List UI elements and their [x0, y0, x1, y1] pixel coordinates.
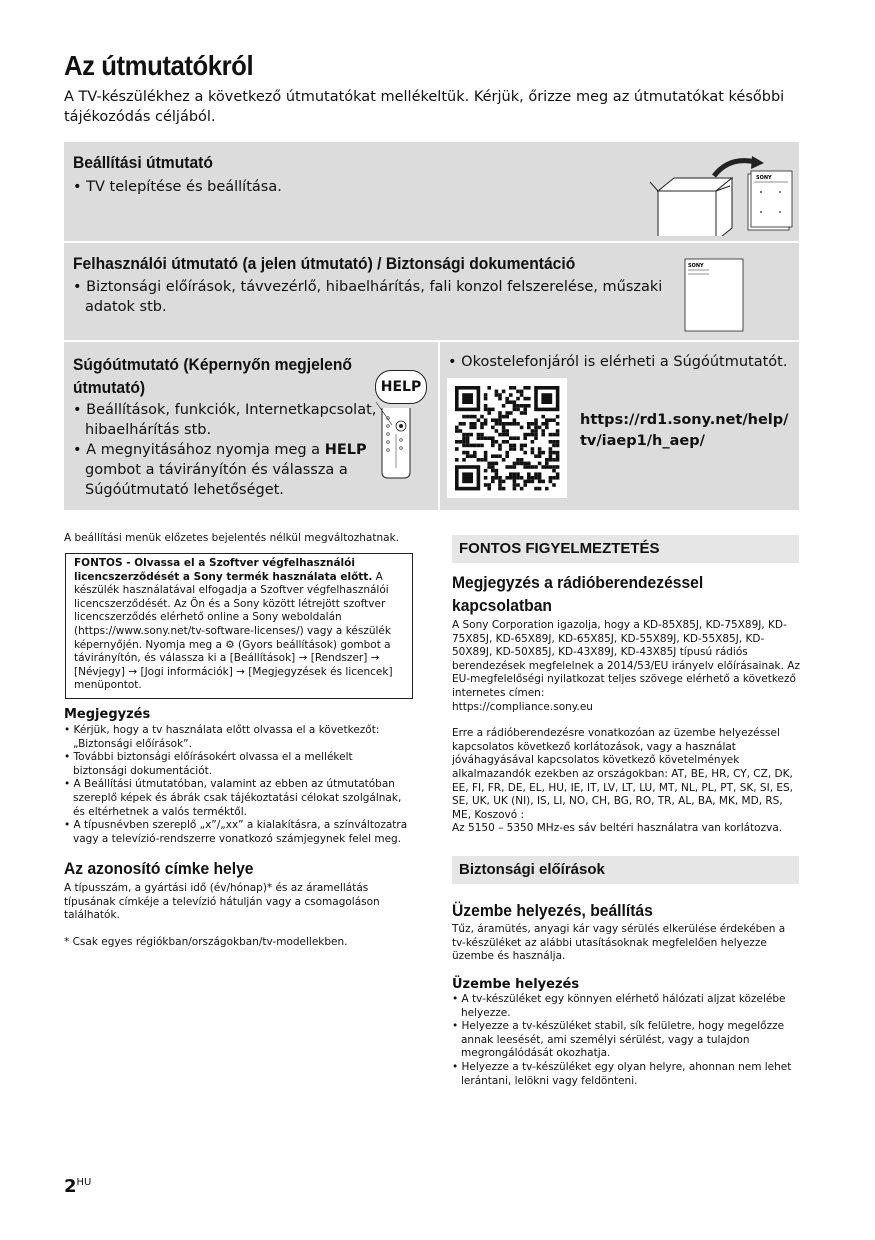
user-guide-heading: Felhasználói útmutató (a jelen útmutató) / Biztonsági dokumentáció	[73, 254, 576, 273]
install-list	[452, 993, 792, 1088]
arrow-icon: →	[370, 652, 380, 665]
list-item: • A tv-készüléket egy könnyen elérhető hálózati aljzat közelébe helyezze.	[452, 993, 786, 1019]
footnote: * Csak egyes régiókban/országokban/tv-modellekben.	[64, 936, 348, 948]
help-url-line-1: https://rd1.sony.net/help/	[580, 412, 789, 428]
radio-heading-2: kapcsolatban	[452, 596, 552, 615]
manual-document-icon	[684, 258, 746, 334]
list-item: • Kérjük, hogy a tv használata előtt olvassa el a következőt: „Biztonsági előírások”.	[64, 724, 380, 750]
help-button-label: HELP	[375, 370, 427, 404]
arrow-icon: →	[128, 665, 138, 678]
menu-change-notice: A beállítási menük előzetes bejelentés nélkül megváltozhatnak.	[64, 532, 399, 544]
setup-guide-bullet: • TV telepítése és beállítása.	[73, 179, 282, 195]
list-item: • Helyezze a tv-készüléket egy olyan helyre, ahonnan nem lehet lerántani, lelökni vagy feldönteni.	[452, 1060, 792, 1087]
setup-guide-box	[64, 142, 799, 241]
help-guide-bullet-1: • Beállítások, funkciók, Internetkapcsolat, hibaelhárítás stb.	[73, 402, 377, 438]
setup-sony-logo: SONY	[756, 175, 772, 181]
notes-list	[64, 724, 409, 846]
pointer-line-icon	[364, 372, 394, 442]
radio-text: A Sony Corporation igazolja, hogy a KD-85X85J, KD-75X89J, KD-75X85J, KD-65X89J, KD-65X85J, KD-55X89J, KD-55X85J, KD-50X89J, KD-50X85J, KD-43X89J, KD-43X85J típusú rádiós berendezések megfelelnek a 2014/53/EU irányelv előírásainak. Az EU-megfelelőségi nyilatkozat teljes szövege elérhető a következő internetes címen: https://compliance.sony.eu Erre a rádióberendezésre vonatkozóan az üzembe helyezéssel kapcsolatos következő korlátozások, vagy a használat jóváhagyásával kapcsolatos következő követelmények alkalmazandók ezekben az országokban: AT, BE, HR, CY, CZ, DK, EE, FI, FR, DE, EL, HU, IE, IT, LV, LT, LU, MT, NL, PL, PT, SK, SI, ES, SE, UK, UK (NI), IS, LI, NO, CH, BG, RO, TR, AL, BA, MK, MD, RS, ME, Koszovó : Az 5150 – 5350 MHz-es sáv beltéri használatra van korlátozva.	[452, 619, 800, 835]
important-warning-header: FONTOS FIGYELMEZTETÉS	[452, 535, 799, 563]
radio-heading-1: Megjegyzés a rádióberendezéssel	[452, 573, 704, 592]
help-guide-box	[64, 342, 438, 510]
label-location-text: A típusszám, a gyártási idő (év/hónap)* és az áramellátás típusának címkéje a televízió hátulján vagy a csomagoláson találhatók.	[64, 882, 380, 922]
help-guide-heading-2: útmutató)	[73, 378, 146, 397]
label-location-heading: Az azonosító címke helye	[64, 859, 254, 878]
compliance-url[interactable]: https://compliance.sony.eu	[452, 700, 593, 713]
safety-header: Biztonsági előírások	[452, 856, 799, 884]
notes-heading: Megjegyzés	[64, 707, 151, 722]
install-heading: Üzembe helyezés, beállítás	[452, 901, 653, 920]
help-url-line-2: tv/iaep1/h_aep/	[580, 433, 705, 449]
list-item: • A Beállítási útmutatóban, valamint az ebben az útmutatóban szereplő képek és ábrák csak tájékoztatási célokat szolgálnak, és eltérhetnek a valós terméktől.	[64, 778, 402, 818]
list-item: • A típusnévben szereplő „x”/„xx” a kialakításra, a színváltozatra vagy a televízió-rendszerre vonatkozó számjegynek felel meg.	[64, 819, 408, 845]
page-language: HU	[76, 1177, 92, 1188]
install-subheading: Üzembe helyezés	[452, 977, 580, 992]
smartphone-help-box	[440, 342, 799, 510]
qr-code-icon	[447, 378, 567, 498]
qr-code-box	[447, 378, 567, 498]
help-guide-bullet-2: • A megnyitásához nyomja meg a HELP gombot a távirányítón és válassza a Súgóútmutató lehetőséget.	[73, 442, 367, 498]
smartphone-help-text: • Okostelefonjáról is elérheti a Súgóútmutatót.	[448, 354, 788, 370]
page-number: $2^{HU}$	[64, 1176, 92, 1197]
gear-icon: ⚙	[225, 638, 235, 651]
user-guide-box	[64, 243, 799, 340]
tv-box-illustration-icon	[644, 156, 794, 236]
arrow-icon: →	[236, 665, 245, 678]
help-guide-heading-1: Súgóútmutató (Képernyőn megjelenő	[73, 355, 352, 374]
license-notice-bold: FONTOS - Olvassa el a Szoftver végfelhasználói licencszerződését a Sony termék használata előtt.	[74, 557, 373, 583]
software-license-notice: FONTOS - Olvassa el a Szoftver végfelhasználói licencszerződését a Sony termék használata előtt. A készülék használatával elfogadja a Szoftver végfelhasználói licencszerződését. Az Ön és a Sony között létrejött szoftver licencszerződés elérhető online a Sony weboldalán (https://www.sony.net/tv-software-licenses/) vagy a készülék képernyőjén. Nyomja meg a ⚙ (Gyors beállítások) gombot a távirányítón, és válassza ki a [Beállítások] → [Rendszer] → [Névjegy] → [Jogi információk] → [Megjegyzések és licencek] menüpontot.	[65, 553, 413, 699]
setup-guide-heading: Beállítási útmutató	[73, 153, 213, 172]
user-guide-bullet: • Biztonsági előírások, távvezérlő, hibaelhárítás, fali konzol felszerelése, műszaki adatok stb.	[73, 279, 663, 315]
install-text: Tűz, áramütés, anyagi kár vagy sérülés elkerülése érdekében a tv-készüléket az alábbi utasításoknak megfelelően helyezze üzembe és használja.	[452, 923, 786, 963]
user-guide-sony-logo: SONY	[688, 263, 704, 269]
page-title: Az útmutatókról	[64, 50, 254, 81]
help-url[interactable]	[580, 410, 788, 452]
list-item: • Helyezze a tv-készüléket stabil, sík felületre, hogy megelőzze annak leesését, ami személyi sérülést, vagy a tulajdon megrongálódását okozhatja.	[452, 1020, 785, 1060]
intro-text: A TV-készülékhez a következő útmutatókat mellékeltük. Kérjük, őrizze meg az útmutatókat későbbi tájékozódás céljából.	[64, 89, 785, 125]
arrow-icon: →	[298, 652, 308, 665]
list-item: • További biztonsági előírásokért olvassa el a mellékelt biztonsági dokumentációt.	[64, 751, 353, 777]
